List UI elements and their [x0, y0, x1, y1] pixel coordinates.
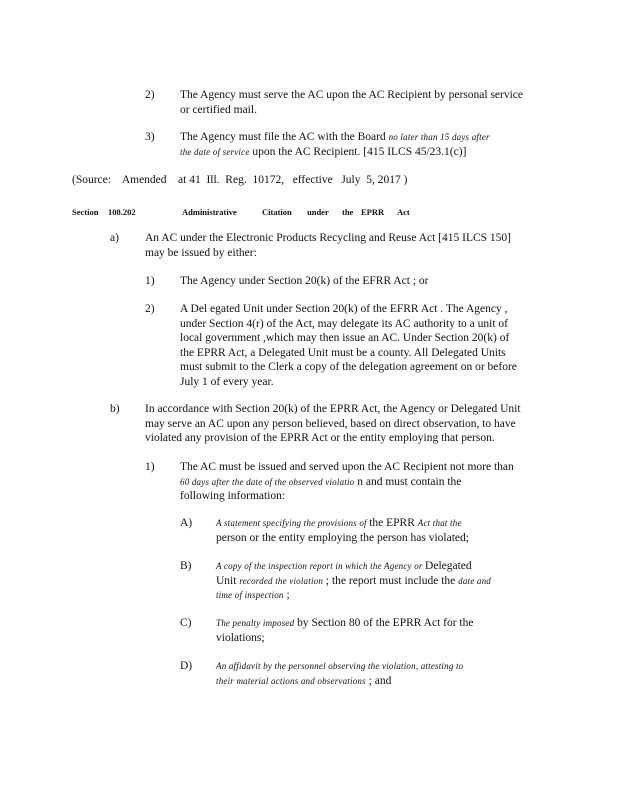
- para-a-sub2-line: local government ,which may then issue an AC. Under Section 20(k) of: [180, 332, 510, 344]
- item-number-2: 2): [145, 89, 155, 101]
- para-b-sub1-text: [180, 460, 536, 504]
- para-a-sub1-number: 1): [145, 275, 155, 287]
- para-b-line-1: In accordance with Section 20(k) of the EPRR Act, the Agency or Delegated Unit: [145, 403, 521, 415]
- section-title-word: EPRR: [361, 207, 385, 217]
- para-a-line-1: An AC under the Electronic Products Recycling and Reuse Act [415 ILCS 150]: [145, 232, 512, 244]
- para-b-sub1-number: 1): [145, 461, 155, 473]
- para-a-sub2-line: A Del egated Unit under Section 20(k) of the EFRR Act . The Agency ,: [180, 303, 508, 315]
- clause-C-line-1: The penalty imposed by Section 80 of the EPRR Act for the: [216, 617, 474, 629]
- para-a-sub2-number: 2): [145, 303, 155, 315]
- para-b-text: [145, 402, 537, 446]
- clause-D-text: [216, 659, 526, 688]
- item-2-line-1: The Agency must serve the AC upon the AC Recipient by personal service: [180, 89, 524, 101]
- section-title-word: the: [342, 207, 354, 217]
- clause-A-text: [216, 516, 526, 545]
- item-2-line-2: or certified mail.: [180, 103, 257, 116]
- item-number-3: 3): [145, 131, 155, 143]
- item-3-line-1: The Agency must file the AC with the Board no later than 15 days after: [180, 131, 490, 143]
- para-a-label: a): [110, 232, 119, 244]
- section-heading: [72, 205, 492, 219]
- section-title-word: Citation: [262, 207, 292, 217]
- para-b-sub1-line-3: following information:: [180, 490, 286, 502]
- para-a-sub1-text: The Agency under Section 20(k) of the EFRR Act ; or: [180, 275, 429, 287]
- para-a-sub2-line: must submit to the Clerk a copy of the delegation agreement on or before: [180, 361, 517, 373]
- para-b-label: b): [110, 403, 120, 415]
- section-title-word: Act: [397, 207, 410, 217]
- item-3-text: [180, 130, 536, 159]
- clause-C-text: [216, 616, 526, 645]
- clause-B-line-1: A copy of the inspection report in which the Agency or Delegated: [216, 560, 472, 572]
- para-a-sub2-line: under Section 4(r) of the Act, may delegate its AC authority to a unit of: [180, 317, 508, 330]
- section-label: Section: [72, 207, 99, 217]
- item-2-text: [180, 88, 536, 117]
- clause-A-line-2: person or the entity employing the person has violated;: [216, 531, 469, 544]
- clause-B-text: [216, 559, 526, 603]
- para-a-text: [145, 231, 537, 260]
- para-b-sub1-line-1: The AC must be issued and served upon the AC Recipient not more than: [180, 461, 514, 473]
- para-a-sub2-line: the EPRR Act, a Delegated Unit must be a county. All Delegated Units: [180, 346, 506, 359]
- para-b-line-3: violated any provision of the EPRR Act or the entity employing that person.: [145, 432, 495, 444]
- clause-A-number: A): [180, 517, 193, 529]
- para-b-sub1-line-2: 60 days after the date of the observed violatio n and must contain the: [180, 475, 462, 488]
- clause-D-number: D): [180, 660, 193, 672]
- para-a-sub2-line: July 1 of every year.: [180, 375, 274, 388]
- para-a-sub2-text: [180, 302, 524, 389]
- section-number: 108.202: [108, 207, 136, 217]
- section-title-word: Administrative: [182, 207, 237, 217]
- clause-C-line-2: violations;: [216, 631, 265, 644]
- clause-D-line-1: An affidavit by the personnel observing the violation, attesting to: [216, 661, 464, 671]
- para-a-line-2: may be issued by either:: [145, 246, 257, 259]
- para-b-line-2: may serve an AC upon any person believed, based on direct observation, to have: [145, 417, 516, 430]
- source-note: (Source: Amended at 41 Ill. Reg. 10172, effective July 5, 2017 ): [72, 174, 408, 186]
- clause-B-line-3: time of inspection ;: [216, 589, 290, 601]
- clause-D-line-2: their material actions and observations ; and: [216, 674, 392, 687]
- section-title-word: under: [307, 207, 329, 217]
- item-3-line-2: the date of service upon the AC Recipient. [415 ILCS 45/23.1(c)]: [180, 145, 467, 158]
- clause-C-number: C): [180, 617, 192, 629]
- clause-A-line-1: A statement specifying the provisions of the EPRR Act that the: [216, 517, 462, 529]
- clause-B-number: B): [180, 560, 192, 572]
- clause-B-line-2: Unit recorded the violation ; the report must include the date and: [216, 574, 491, 587]
